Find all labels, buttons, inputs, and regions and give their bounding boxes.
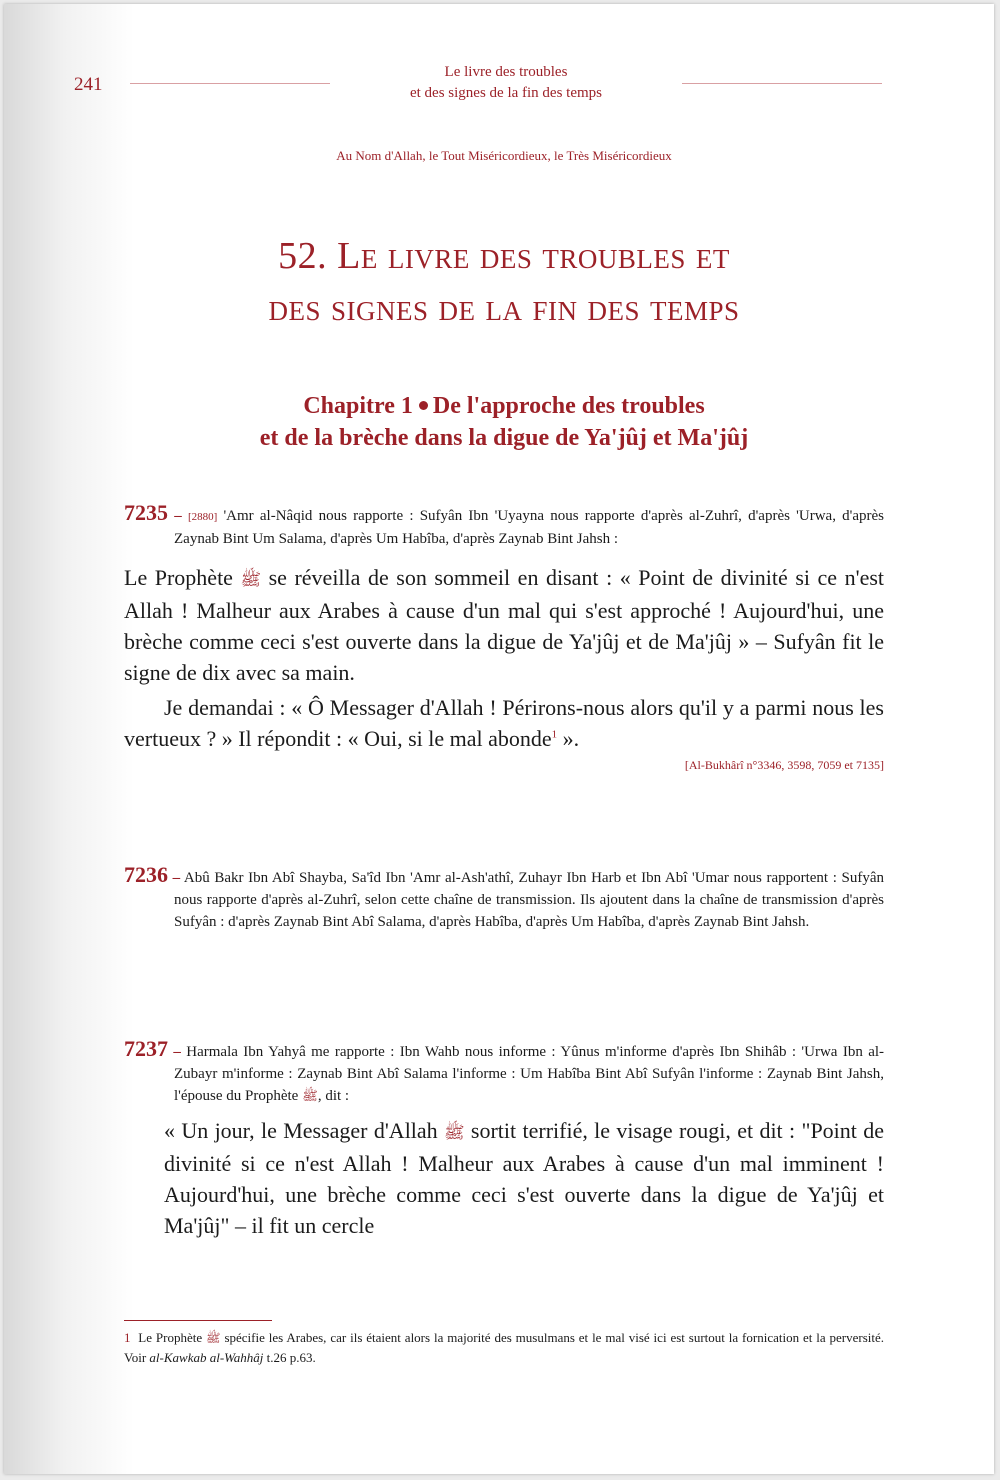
isnad-text: Abû Bakr Ibn Abî Shayba, Sa'îd Ibn 'Amr al-Ash'athî, Zuhayr Ibn Harb et Ibn Abî 'Umar nous rapportent : Sufyân nous rapporte d'après al-Zuhrî, selon cette chaîne de transmission. Ils ajoutent dans la chaîne de transmission d'après Sufyân : d'après Zaynab Bint Abî Salama, d'après Habîba, d'après Um Habîba, d'après Zaynab Bint Jahsh. bbox=[174, 870, 884, 930]
salla-icon: ﷺ bbox=[240, 570, 262, 589]
page-number: 241 bbox=[74, 74, 103, 95]
salla-icon: ﷺ bbox=[302, 1088, 318, 1103]
hadith-7235-isnad bbox=[124, 502, 884, 550]
footnote-text: Le Prophète bbox=[138, 1330, 203, 1345]
matn-text: Je demandai : « Ô Messager d'Allah ! Périrons-nous alors qu'il y a parmi nous les vertueux ? » Il répondit : « Oui, si le mal abonde bbox=[124, 695, 884, 751]
book-title-line2: des signes de la fin des temps bbox=[268, 287, 740, 329]
footnote-source: al-Kawkab al-Wahhâj bbox=[149, 1350, 264, 1365]
hadith-7235-matn bbox=[124, 562, 884, 754]
isnad-text: 'Amr al-Nâqid nous rapporte : Sufyân Ibn 'Uyayna nous rapporte d'après al-Zuhrî, d'après 'Urwa, d'après Zaynab Bint Um Salama, d'après Um Habîba, d'après Zaynab Bint Jahsh : bbox=[174, 508, 885, 547]
reference: [Al-Bukhârî n°3346, 3598, 7059 et 7135] bbox=[684, 758, 884, 772]
footnote-number: 1 bbox=[124, 1330, 131, 1345]
salla-icon: ﷺ bbox=[206, 1331, 221, 1345]
hadith-7235 bbox=[124, 502, 884, 773]
bullet-icon bbox=[419, 401, 428, 410]
chapter-title-line2: et de la brèche dans la digue de Ya'jûj et Ma'jûj bbox=[259, 425, 749, 451]
hadith-number: 7235 bbox=[124, 500, 168, 525]
hadith-7237 bbox=[124, 1038, 884, 1241]
hadith-number: 7236 bbox=[124, 862, 168, 887]
hadith-tag: [2880] bbox=[187, 511, 218, 523]
chapter-title bbox=[144, 390, 864, 454]
basmala: Au Nom d'Allah, le Tout Miséricordieux, le Très Miséricordieux bbox=[336, 148, 672, 163]
hadith-number: 7237 bbox=[124, 1036, 168, 1061]
hadith-dash: – bbox=[172, 870, 181, 886]
book-title-line1: 52. Le livre des troubles et bbox=[278, 235, 730, 277]
hadith-dash: – bbox=[173, 1044, 181, 1060]
matn-text: « Un jour, le Messager d'Allah bbox=[164, 1118, 438, 1143]
chapter-title-line1: De l'approche des troubles bbox=[432, 393, 705, 419]
running-title bbox=[334, 62, 678, 104]
footnote-text: spécifie les Arabes, car ils étaient alors la majorité des musulmans et le mal visé ici est surtout la fornication et la perversité. Voir bbox=[124, 1330, 885, 1365]
book-page bbox=[4, 4, 994, 1474]
running-title-line2: et des signes de la fin des temps bbox=[409, 85, 603, 101]
matn-text: se réveilla de son sommeil en disant : « Point de divinité si ce n'est Allah ! Malheur aux Arabes à cause d'un mal qui s'est approché ! Aujourd'hui, une brèche comme ceci s'est ouverte dans la digue de Ya'jûj et de Ma'jûj » – Sufyân fit le signe de dix avec sa main. bbox=[124, 565, 885, 685]
footnote-text: t.26 p.63. bbox=[266, 1350, 316, 1365]
header-rule-left bbox=[130, 83, 330, 84]
salla-icon: ﷺ bbox=[444, 1123, 465, 1142]
isnad-text: , dit : bbox=[317, 1088, 350, 1104]
hadith-7237-matn bbox=[124, 1115, 884, 1241]
running-title-line1: Le livre des troubles bbox=[444, 64, 568, 80]
hadith-7236-isnad bbox=[124, 864, 884, 933]
header-rule-right bbox=[682, 83, 882, 84]
hadith-7236 bbox=[124, 864, 884, 933]
matn-text: ». bbox=[557, 726, 580, 751]
footnote-mark: 1 bbox=[551, 728, 558, 741]
isnad-text: Harmala Ibn Yahyâ me rapporte : Ibn Wahb nous informe : Yûnus m'informe d'après Ibn Shihâb : 'Urwa Ibn al-Zubayr m'informe : Zaynab Bint Abî Salama l'informe : Um Habîba Bint Abî Sufyân l'informe : Zaynab Bint Jahsh, l'épouse du Prophète bbox=[174, 1044, 885, 1104]
footnote-rule bbox=[124, 1320, 272, 1321]
matn-text: Le Prophète bbox=[124, 565, 233, 590]
hadith-7237-isnad bbox=[124, 1038, 884, 1107]
footnote bbox=[124, 1328, 884, 1367]
matn-text: sortit terrifié, le visage rougi, et dit : "Point de divinité si ce n'est Allah ! Malheur aux Arabes à cause d'un mal imminent ! Aujourd'hui, une brèche comme ceci s'est ouverte dans la digue de Ya'jûj et Ma'jûj" – il fit un cercle bbox=[164, 1118, 885, 1238]
hadith-dash: – bbox=[174, 508, 182, 524]
chapter-label: Chapitre 1 bbox=[303, 393, 413, 419]
book-title bbox=[94, 230, 914, 334]
